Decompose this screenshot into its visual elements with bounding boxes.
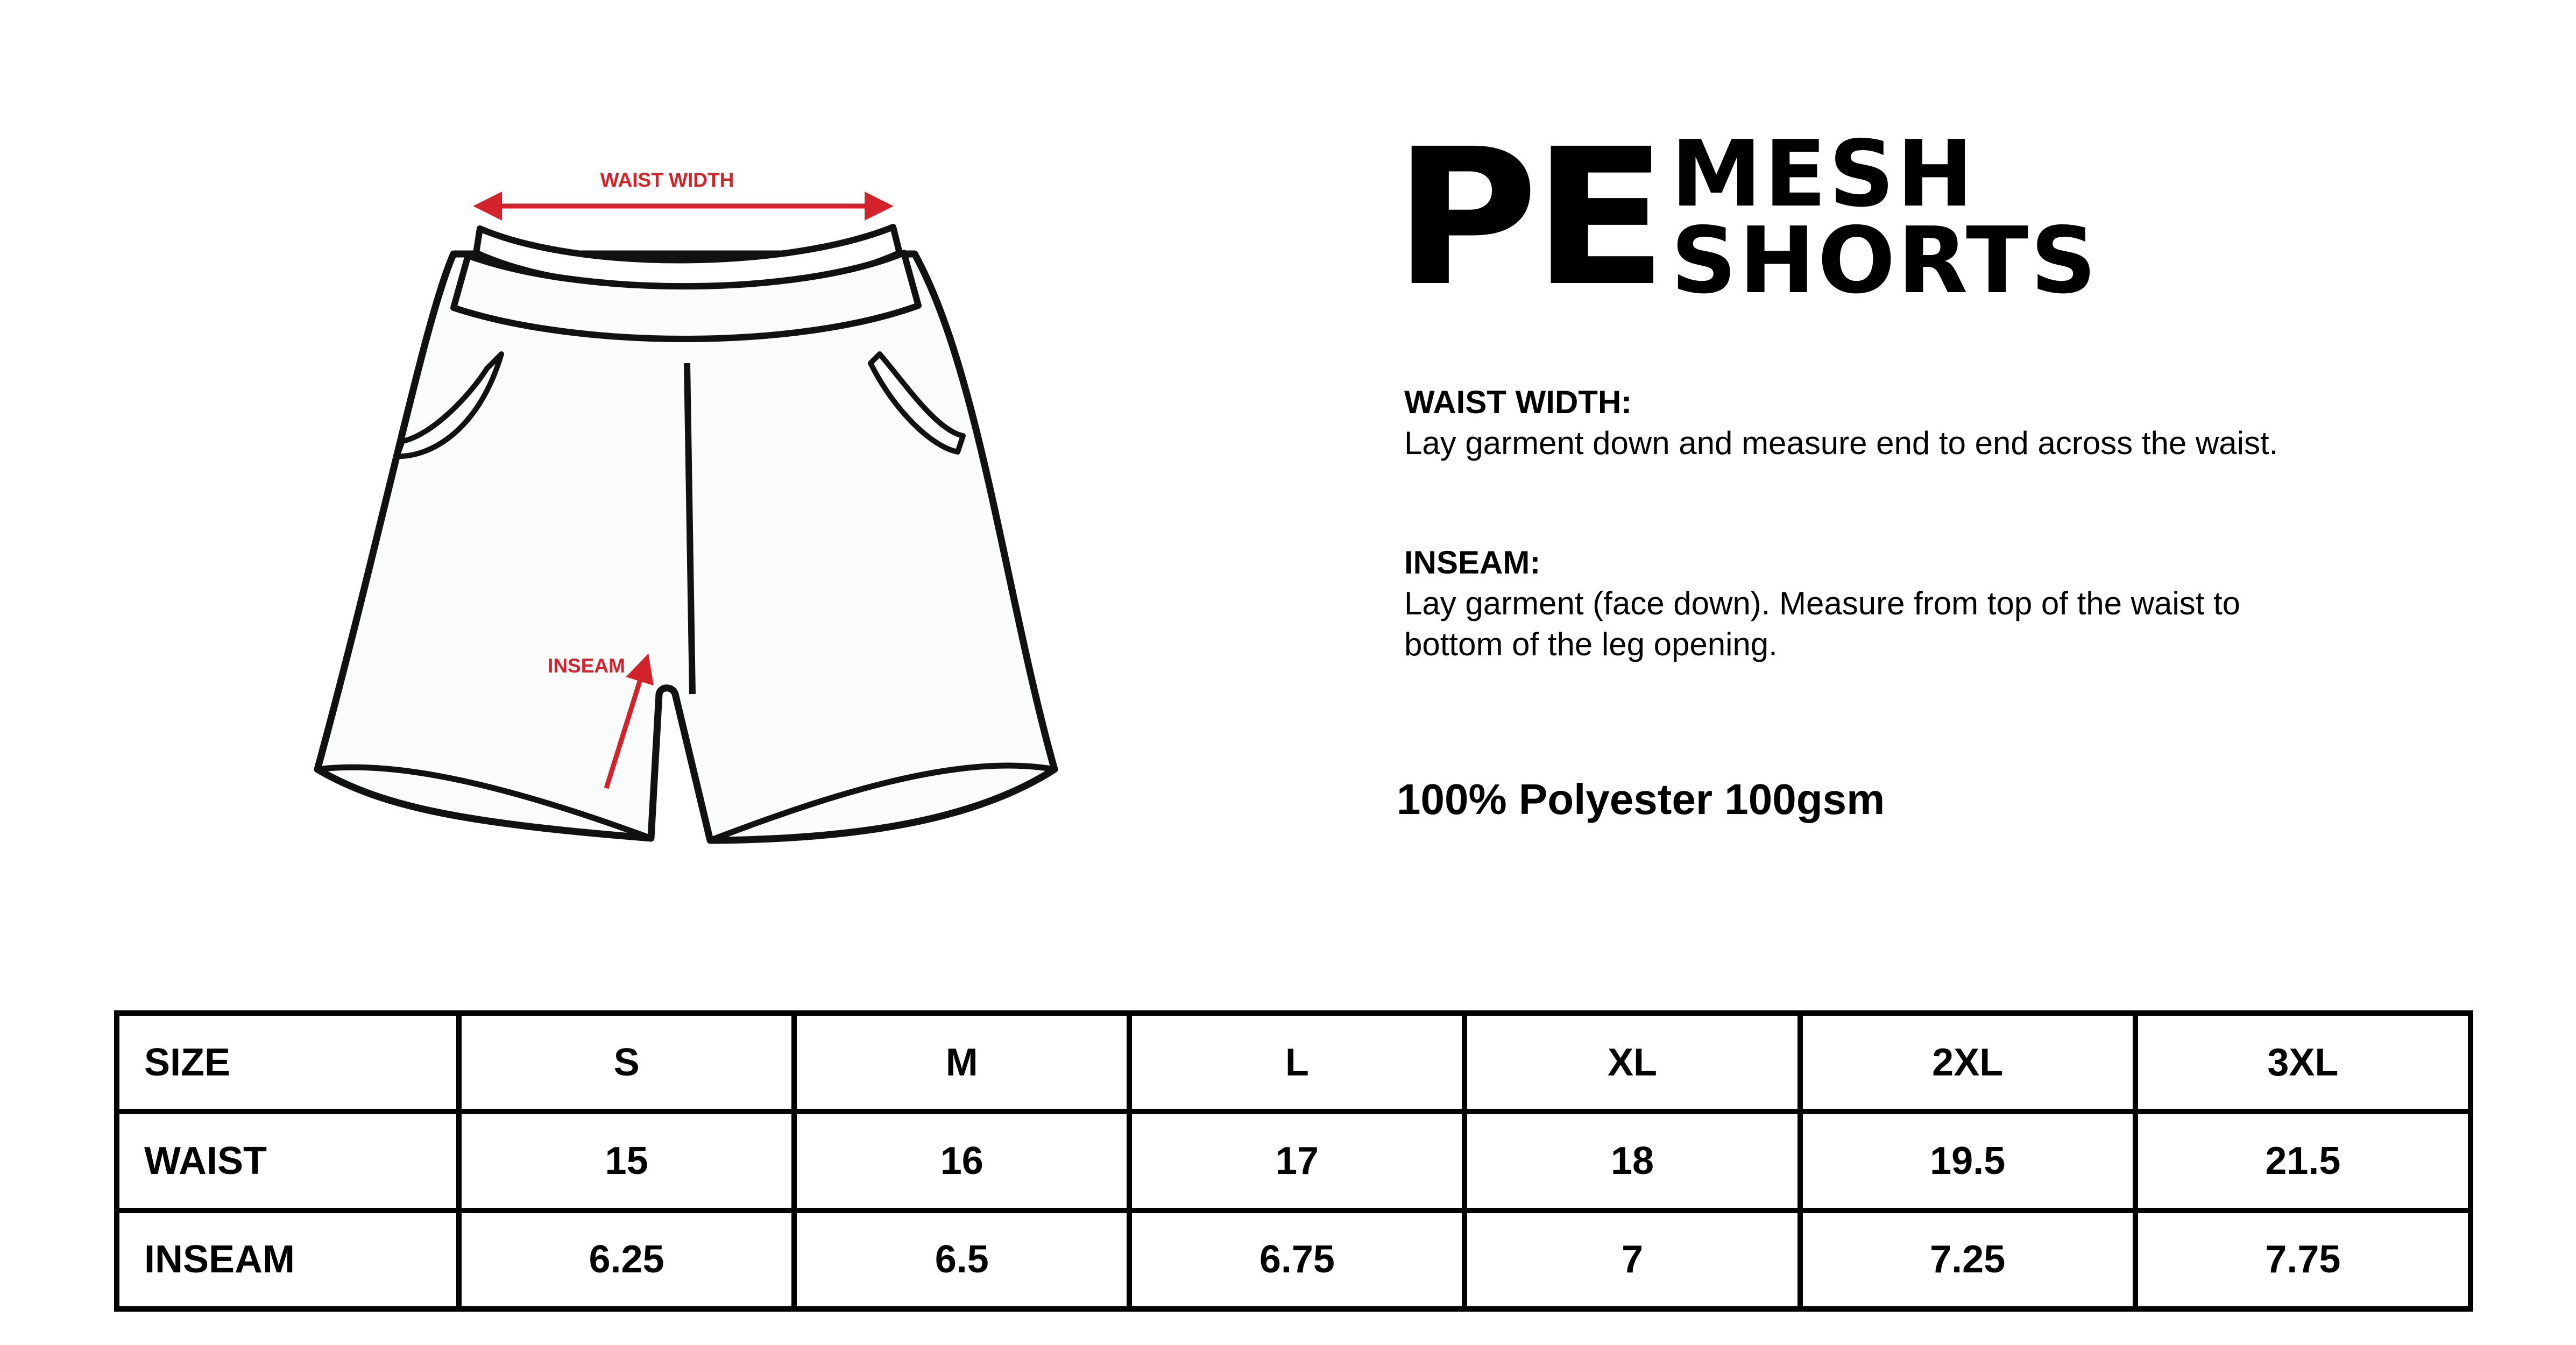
table-cell: 7 — [1464, 1210, 1800, 1309]
table-cell: 7.25 — [1800, 1210, 2135, 1309]
table-cell: 17 — [1129, 1112, 1464, 1210]
table-cell: 15 — [459, 1112, 794, 1210]
table-cell: S — [459, 1013, 794, 1112]
inseam-heading: INSEAM: — [1404, 544, 1541, 581]
inseam-instructions — [1404, 542, 2319, 665]
waist-width-text: Lay garment down and measure end to end across the waist. — [1404, 425, 2278, 461]
material-info: 100% Polyester 100gsm — [1397, 775, 1885, 823]
row-header: WAIST — [117, 1112, 459, 1210]
title-words — [1671, 121, 2099, 314]
waist-width-heading: WAIST WIDTH: — [1404, 384, 1632, 420]
table-cell: 3XL — [2135, 1013, 2471, 1112]
table-row-inseam — [117, 1210, 2471, 1309]
table-cell: 6.75 — [1129, 1210, 1464, 1309]
waist-width-instructions — [1404, 382, 2319, 464]
title-pe: PE — [1393, 108, 1662, 328]
table-cell: 19.5 — [1800, 1112, 2135, 1210]
table-cell: 18 — [1464, 1112, 1800, 1210]
row-header: SIZE — [117, 1013, 459, 1112]
table-row-size — [117, 1013, 2471, 1112]
table-cell: 21.5 — [2135, 1112, 2471, 1210]
inseam-text: Lay garment (face down). Measure from top of the waist to bottom of the leg opening. — [1404, 585, 2241, 662]
table-cell: 2XL — [1800, 1013, 2135, 1112]
shorts-diagram — [301, 156, 1076, 872]
size-chart-table — [114, 1010, 2473, 1312]
table-cell: 6.25 — [459, 1210, 794, 1309]
product-title — [1393, 108, 2099, 328]
title-line-mesh: MESH — [1671, 121, 1976, 228]
table-cell: M — [794, 1013, 1129, 1112]
waist-width-label: WAIST WIDTH — [600, 169, 734, 191]
inseam-label: INSEAM — [548, 655, 625, 677]
table-cell: 7.75 — [2135, 1210, 2471, 1309]
table-cell: XL — [1464, 1013, 1800, 1112]
row-header: INSEAM — [117, 1210, 459, 1309]
table-cell: L — [1129, 1013, 1464, 1112]
table-cell: 16 — [794, 1112, 1129, 1210]
shorts-illustration — [301, 156, 1076, 872]
table-row-waist — [117, 1112, 2471, 1210]
table-cell: 6.5 — [794, 1210, 1129, 1309]
title-line-shorts: SHORTS — [1671, 208, 2099, 314]
